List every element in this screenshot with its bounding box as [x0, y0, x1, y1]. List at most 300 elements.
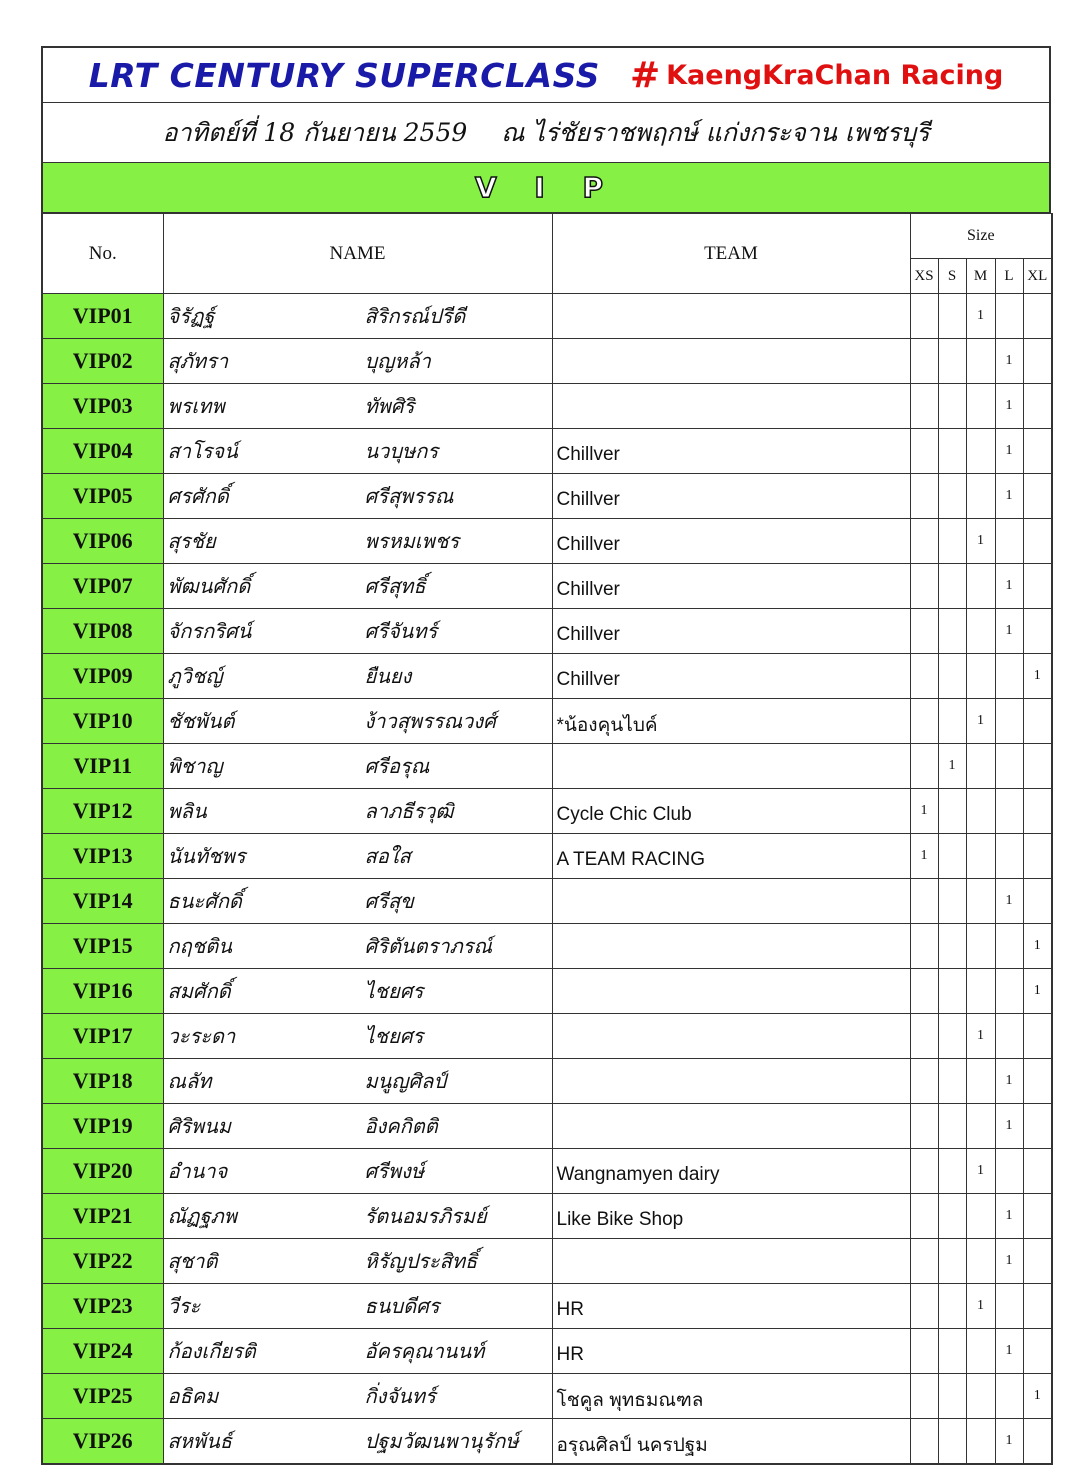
rider-team: HR — [552, 1284, 910, 1329]
table-row — [42, 1149, 1052, 1194]
size-cell-l — [995, 744, 1023, 789]
size-cell-s — [938, 1239, 966, 1284]
size-cell-xl — [1023, 1284, 1052, 1329]
rider-number: VIP01 — [42, 294, 163, 339]
rider-team — [552, 1239, 910, 1284]
event-date: อาทิตย์ที่ 18 กันยายน 2559 — [162, 117, 468, 147]
rider-first-name: จิรัฏฐ์ — [167, 304, 215, 328]
size-cell-xl: 1 — [1023, 924, 1052, 969]
rider-name — [163, 1194, 552, 1239]
size-cell-s — [938, 654, 966, 699]
rider-team — [552, 1059, 910, 1104]
table-row — [42, 294, 1052, 339]
rider-name — [163, 744, 552, 789]
rider-team: Like Bike Shop — [552, 1194, 910, 1239]
table-row — [42, 1329, 1052, 1374]
header-size-s: S — [938, 259, 966, 294]
size-cell-xs: 1 — [910, 789, 938, 834]
rider-team: Chillver — [552, 474, 910, 519]
rider-last-name: อัครคุณานนท์ — [364, 1339, 485, 1363]
rider-team — [552, 384, 910, 429]
size-cell-m — [966, 609, 995, 654]
size-cell-l: 1 — [995, 339, 1023, 384]
rider-number: VIP05 — [42, 474, 163, 519]
size-cell-s — [938, 429, 966, 474]
rider-number: VIP15 — [42, 924, 163, 969]
size-cell-l — [995, 1374, 1023, 1419]
table-row — [42, 1239, 1052, 1284]
size-cell-m — [966, 1194, 995, 1239]
rider-number: VIP06 — [42, 519, 163, 564]
rider-first-name: นันทัชพร — [167, 844, 246, 868]
rider-name — [163, 1014, 552, 1059]
rider-first-name: สุภัทรา — [167, 349, 229, 373]
rider-first-name: วีระ — [167, 1294, 201, 1318]
rider-name — [163, 1239, 552, 1284]
size-cell-xl — [1023, 609, 1052, 654]
rider-last-name: ศรีสุพรรณ — [364, 484, 454, 508]
rider-first-name: ภูวิชญ์ — [167, 664, 223, 688]
rider-name — [163, 1419, 552, 1464]
rider-first-name: สมศักดิ์ — [167, 979, 231, 1003]
size-cell-m: 1 — [966, 519, 995, 564]
table-row — [42, 519, 1052, 564]
size-cell-s — [938, 1284, 966, 1329]
table-row — [42, 474, 1052, 519]
size-cell-xl — [1023, 1059, 1052, 1104]
size-cell-l — [995, 924, 1023, 969]
size-cell-m — [966, 834, 995, 879]
size-cell-xs — [910, 1059, 938, 1104]
size-cell-xl — [1023, 294, 1052, 339]
rider-number: VIP04 — [42, 429, 163, 474]
rider-number: VIP18 — [42, 1059, 163, 1104]
rider-team — [552, 969, 910, 1014]
rider-name — [163, 609, 552, 654]
size-cell-l: 1 — [995, 1239, 1023, 1284]
size-cell-m — [966, 1239, 995, 1284]
rider-last-name: พรหมเพชร — [364, 529, 460, 553]
rider-last-name: สอใส — [364, 844, 411, 868]
rider-name — [163, 699, 552, 744]
rider-number: VIP08 — [42, 609, 163, 654]
rider-last-name: ศรีอรุณ — [364, 754, 430, 778]
size-cell-xl — [1023, 519, 1052, 564]
size-cell-xl — [1023, 1104, 1052, 1149]
size-cell-xl — [1023, 1419, 1052, 1464]
table-row — [42, 1419, 1052, 1464]
size-cell-m — [966, 924, 995, 969]
size-cell-xl — [1023, 1194, 1052, 1239]
size-cell-s — [938, 1104, 966, 1149]
size-cell-xs — [910, 1194, 938, 1239]
rider-last-name: มนูญศิลป์ — [364, 1069, 447, 1093]
hashtag-symbol: # — [629, 54, 661, 96]
size-cell-s — [938, 1329, 966, 1374]
size-cell-l — [995, 1014, 1023, 1059]
size-cell-xl — [1023, 429, 1052, 474]
size-cell-xs — [910, 474, 938, 519]
header-name: NAME — [163, 214, 552, 294]
rider-last-name: ศิริตันตราภรณ์ — [364, 934, 493, 958]
rider-team: HR — [552, 1329, 910, 1374]
header-size: Size — [910, 214, 1052, 259]
size-cell-s — [938, 1194, 966, 1239]
size-cell-xl — [1023, 339, 1052, 384]
size-cell-s — [938, 1014, 966, 1059]
rider-last-name: ไชยศร — [364, 979, 424, 1003]
table-row — [42, 1194, 1052, 1239]
rider-name — [163, 654, 552, 699]
header-no: No. — [42, 214, 163, 294]
table-row — [42, 654, 1052, 699]
rider-name — [163, 1149, 552, 1194]
rider-last-name: หิรัญประสิทธิ์ — [364, 1249, 478, 1273]
size-cell-l — [995, 969, 1023, 1014]
size-cell-xs — [910, 429, 938, 474]
size-cell-xs — [910, 1014, 938, 1059]
size-cell-m — [966, 429, 995, 474]
size-cell-s — [938, 384, 966, 429]
size-cell-xl — [1023, 384, 1052, 429]
rider-name — [163, 339, 552, 384]
rider-team — [552, 924, 910, 969]
size-cell-m — [966, 654, 995, 699]
rider-number: VIP02 — [42, 339, 163, 384]
size-cell-xs — [910, 879, 938, 924]
rider-first-name: สุชาติ — [167, 1249, 218, 1273]
size-cell-l — [995, 294, 1023, 339]
size-cell-xs — [910, 744, 938, 789]
size-cell-l: 1 — [995, 474, 1023, 519]
size-cell-xs — [910, 1284, 938, 1329]
size-cell-l — [995, 789, 1023, 834]
size-cell-l — [995, 699, 1023, 744]
rider-team — [552, 294, 910, 339]
rider-team — [552, 879, 910, 924]
rider-first-name: อำนาจ — [167, 1159, 228, 1183]
participant-table — [41, 213, 1053, 1465]
rider-name — [163, 1374, 552, 1419]
rider-first-name: ชัชพันต์ — [167, 709, 235, 733]
rider-number: VIP14 — [42, 879, 163, 924]
size-cell-xs — [910, 969, 938, 1014]
rider-name — [163, 564, 552, 609]
size-cell-l: 1 — [995, 1419, 1023, 1464]
rider-name — [163, 789, 552, 834]
size-cell-xl — [1023, 834, 1052, 879]
event-brand: KaengKraChan Racing — [666, 59, 1004, 91]
rider-last-name: ทัพศิริ — [364, 394, 415, 418]
rider-last-name: ศรีจันทร์ — [364, 619, 438, 643]
size-cell-l: 1 — [995, 879, 1023, 924]
size-cell-xs — [910, 924, 938, 969]
table-row — [42, 969, 1052, 1014]
size-cell-m: 1 — [966, 699, 995, 744]
rider-name — [163, 969, 552, 1014]
rider-name — [163, 834, 552, 879]
size-cell-l — [995, 1149, 1023, 1194]
size-cell-s — [938, 699, 966, 744]
rider-name — [163, 879, 552, 924]
size-cell-s — [938, 834, 966, 879]
rider-name — [163, 924, 552, 969]
event-title: LRT CENTURY SUPERCLASS — [88, 55, 600, 95]
rider-first-name: สุรชัย — [167, 529, 216, 553]
size-cell-xl — [1023, 474, 1052, 519]
rider-number: VIP20 — [42, 1149, 163, 1194]
rider-first-name: พลิน — [167, 799, 207, 823]
size-cell-xs — [910, 1419, 938, 1464]
size-cell-m: 1 — [966, 1014, 995, 1059]
size-cell-m — [966, 384, 995, 429]
rider-first-name: พิชาญ — [167, 754, 223, 778]
size-cell-s — [938, 1374, 966, 1419]
rider-name — [163, 429, 552, 474]
size-cell-l — [995, 1284, 1023, 1329]
table-row — [42, 1374, 1052, 1419]
size-cell-l — [995, 654, 1023, 699]
size-cell-l: 1 — [995, 1329, 1023, 1374]
size-cell-m: 1 — [966, 1284, 995, 1329]
size-cell-s — [938, 1419, 966, 1464]
size-cell-s — [938, 789, 966, 834]
size-cell-xl — [1023, 1239, 1052, 1284]
rider-number: VIP24 — [42, 1329, 163, 1374]
rider-team: อรุณศิลป์ นครปฐม — [552, 1419, 910, 1464]
rider-last-name: กิ่งจันทร์ — [364, 1384, 436, 1408]
size-cell-xl — [1023, 879, 1052, 924]
rider-number: VIP21 — [42, 1194, 163, 1239]
size-cell-s — [938, 1059, 966, 1104]
rider-last-name: นวบุษกร — [364, 439, 439, 463]
size-cell-m — [966, 969, 995, 1014]
table-row — [42, 789, 1052, 834]
rider-team: Wangnamyen dairy — [552, 1149, 910, 1194]
rider-first-name: พรเทพ — [167, 394, 225, 418]
rider-team — [552, 1104, 910, 1149]
rider-team: Chillver — [552, 654, 910, 699]
rider-last-name: สิริกรณ์ปรีดี — [364, 304, 466, 328]
rider-last-name: ลาภธีรวุฒิ — [364, 799, 454, 823]
header-size-l: L — [995, 259, 1023, 294]
rider-last-name: ปฐมวัฒนพานุรักษ์ — [364, 1428, 519, 1453]
size-cell-s — [938, 609, 966, 654]
rider-name — [163, 1329, 552, 1374]
rider-team: Chillver — [552, 564, 910, 609]
rider-last-name: บุญหล้า — [364, 349, 431, 373]
rider-number: VIP17 — [42, 1014, 163, 1059]
rider-last-name: ศรีพงษ์ — [364, 1159, 425, 1183]
table-row — [42, 924, 1052, 969]
size-cell-l — [995, 519, 1023, 564]
rider-number: VIP26 — [42, 1419, 163, 1464]
size-cell-xs — [910, 564, 938, 609]
size-cell-xl — [1023, 789, 1052, 834]
size-cell-s — [938, 474, 966, 519]
size-cell-m — [966, 564, 995, 609]
size-cell-m: 1 — [966, 1149, 995, 1194]
date-venue-row — [41, 103, 1051, 163]
table-row — [42, 879, 1052, 924]
rider-first-name: ก้องเกียรติ — [167, 1339, 256, 1363]
size-cell-m — [966, 339, 995, 384]
size-cell-m — [966, 1104, 995, 1149]
rider-first-name: ธนะศักดิ์ — [167, 889, 242, 913]
size-cell-s — [938, 339, 966, 384]
rider-team: *น้องคุนไบค์ — [552, 699, 910, 744]
table-row — [42, 339, 1052, 384]
table-row — [42, 564, 1052, 609]
event-venue: ณ ไร่ชัยราชพฤกษ์ แก่งกระจาน เพชรบุรี — [501, 117, 930, 147]
size-cell-xl — [1023, 744, 1052, 789]
size-cell-xs — [910, 699, 938, 744]
rider-name — [163, 1104, 552, 1149]
size-cell-s: 1 — [938, 744, 966, 789]
rider-first-name: อธิคม — [167, 1384, 219, 1408]
rider-number: VIP03 — [42, 384, 163, 429]
size-cell-l: 1 — [995, 564, 1023, 609]
size-cell-m — [966, 1419, 995, 1464]
rider-last-name: ศรีสุข — [364, 889, 414, 913]
size-cell-xs — [910, 1104, 938, 1149]
table-row — [42, 384, 1052, 429]
table-row — [42, 1059, 1052, 1104]
table-row — [42, 1284, 1052, 1329]
rider-first-name: สาโรจน์ — [167, 439, 238, 463]
size-cell-xs — [910, 654, 938, 699]
rider-first-name: พัฒนศักดิ์ — [167, 574, 251, 598]
registration-sheet — [41, 46, 1051, 1465]
rider-team: Cycle Chic Club — [552, 789, 910, 834]
size-cell-xs: 1 — [910, 834, 938, 879]
rider-team: โชคูล พุทธมณฑล — [552, 1374, 910, 1419]
size-cell-xs — [910, 519, 938, 564]
size-cell-l: 1 — [995, 1059, 1023, 1104]
size-cell-xs — [910, 384, 938, 429]
size-cell-xl — [1023, 1149, 1052, 1194]
size-cell-xl — [1023, 699, 1052, 744]
header-size-xs: XS — [910, 259, 938, 294]
size-cell-m — [966, 744, 995, 789]
size-cell-xl — [1023, 564, 1052, 609]
rider-name — [163, 384, 552, 429]
rider-number: VIP10 — [42, 699, 163, 744]
table-row — [42, 1014, 1052, 1059]
table-row — [42, 699, 1052, 744]
rider-last-name: ธนบดีศร — [364, 1294, 440, 1318]
rider-name — [163, 294, 552, 339]
rider-team — [552, 339, 910, 384]
rider-name — [163, 1284, 552, 1329]
size-cell-l: 1 — [995, 1194, 1023, 1239]
table-row — [42, 834, 1052, 879]
rider-team — [552, 1014, 910, 1059]
header-size-m: M — [966, 259, 995, 294]
rider-first-name: วะระดา — [167, 1024, 236, 1048]
rider-team: A TEAM RACING — [552, 834, 910, 879]
rider-first-name: กฤชติน — [167, 934, 232, 958]
size-cell-s — [938, 879, 966, 924]
rider-last-name: ยืนยง — [364, 664, 412, 688]
size-cell-l — [995, 834, 1023, 879]
size-cell-m: 1 — [966, 294, 995, 339]
size-cell-xl: 1 — [1023, 654, 1052, 699]
size-cell-xs — [910, 339, 938, 384]
table-row — [42, 429, 1052, 474]
rider-team — [552, 744, 910, 789]
size-cell-xl: 1 — [1023, 1374, 1052, 1419]
table-row — [42, 609, 1052, 654]
size-cell-xs — [910, 1329, 938, 1374]
rider-number: VIP23 — [42, 1284, 163, 1329]
rider-last-name: ง้าวสุพรรณวงศ์ — [364, 709, 496, 733]
rider-first-name: สหพันธ์ — [167, 1428, 232, 1453]
size-cell-s — [938, 519, 966, 564]
size-cell-s — [938, 1149, 966, 1194]
rider-name — [163, 474, 552, 519]
size-cell-m — [966, 1374, 995, 1419]
rider-number: VIP16 — [42, 969, 163, 1014]
size-cell-s — [938, 294, 966, 339]
rider-last-name: ไชยศร — [364, 1024, 424, 1048]
header-team: TEAM — [552, 214, 910, 294]
rider-number: VIP11 — [42, 744, 163, 789]
rider-team: Chillver — [552, 429, 910, 474]
size-cell-xs — [910, 1374, 938, 1419]
size-cell-xs — [910, 294, 938, 339]
size-cell-l: 1 — [995, 429, 1023, 474]
rider-team: Chillver — [552, 519, 910, 564]
rider-first-name: ศิริพนม — [167, 1114, 231, 1138]
rider-first-name: ศรศักดิ์ — [167, 484, 229, 508]
title-row — [41, 46, 1051, 103]
rider-name — [163, 1059, 552, 1104]
size-cell-m — [966, 1059, 995, 1104]
size-cell-xs — [910, 1239, 938, 1284]
size-cell-xl — [1023, 1014, 1052, 1059]
size-cell-l: 1 — [995, 1104, 1023, 1149]
rider-number: VIP19 — [42, 1104, 163, 1149]
size-cell-l: 1 — [995, 384, 1023, 429]
rider-name — [163, 519, 552, 564]
rider-first-name: ณลัท — [167, 1069, 212, 1093]
rider-number: VIP22 — [42, 1239, 163, 1284]
rider-last-name: อิงคกิตติ — [364, 1114, 438, 1138]
size-cell-s — [938, 969, 966, 1014]
size-cell-m — [966, 789, 995, 834]
rider-number: VIP09 — [42, 654, 163, 699]
size-cell-m — [966, 879, 995, 924]
rider-number: VIP12 — [42, 789, 163, 834]
size-cell-s — [938, 564, 966, 609]
rider-last-name: ศรีสุทธิ์ — [364, 574, 426, 598]
header-size-xl: XL — [1023, 259, 1052, 294]
size-cell-xs — [910, 609, 938, 654]
rider-number: VIP13 — [42, 834, 163, 879]
rider-number: VIP07 — [42, 564, 163, 609]
size-cell-xl — [1023, 1329, 1052, 1374]
rider-first-name: จักรกริศน์ — [167, 619, 252, 643]
size-cell-m — [966, 474, 995, 519]
size-cell-s — [938, 924, 966, 969]
rider-number: VIP25 — [42, 1374, 163, 1419]
size-cell-xs — [910, 1149, 938, 1194]
table-row — [42, 744, 1052, 789]
rider-first-name: ณัฏฐภพ — [167, 1204, 237, 1228]
size-cell-l: 1 — [995, 609, 1023, 654]
category-banner: V I P — [41, 163, 1051, 213]
